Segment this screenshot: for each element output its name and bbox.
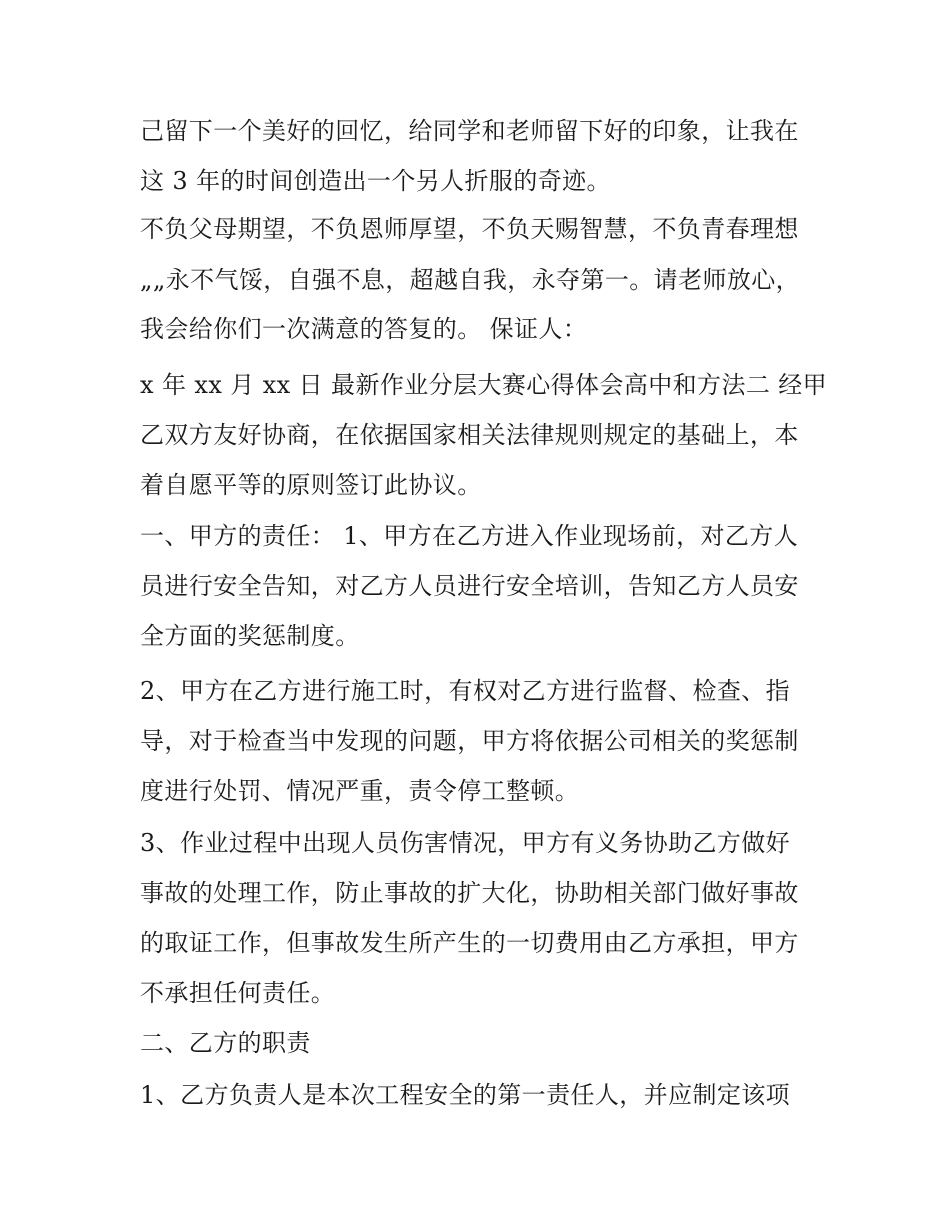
- text-line: 度进行处罚、情况严重，责令停工整顿。: [140, 777, 580, 805]
- text-line: x 年 xx 月 xx 日 最新作业分层大赛心得体会高中和方法二 经甲: [140, 371, 828, 399]
- text-line: 1、乙方负责人是本次工程安全的第一责任人，并应制定该项: [140, 1081, 791, 1109]
- text-line: 乙双方友好协商，在依据国家相关法律规则规定的基础上，本: [140, 421, 799, 449]
- text-line: „„永不气馁，自强不息，超越自我，永夺第一。请老师放心，: [140, 266, 801, 294]
- text-line: 3、作业过程中出现人员伤害情况，甲方有义务协助乙方做好: [140, 829, 791, 857]
- text-line: 着自愿平等的原则签订此协议。: [140, 471, 482, 499]
- text-line: 不负父母期望，不负恩师厚望，不负天赐智慧，不负青春理想: [140, 215, 799, 243]
- text-line: 一、甲方的责任： 1、甲方在乙方进入作业现场前，对乙方人: [140, 522, 799, 550]
- text-line: 这 3 年的时间创造出一个另人折服的奇迹。: [140, 167, 611, 195]
- text-line: 员进行安全告知，对乙方人员进行安全培训，告知乙方人员安: [140, 572, 799, 600]
- text-line: 2、甲方在乙方进行施工时，有权对乙方进行监督、检查、指: [140, 677, 791, 705]
- text-line: 事故的处理工作，防止事故的扩大化，协助相关部门做好事故: [140, 879, 799, 907]
- text-line: 己留下一个美好的回忆，给同学和老师留下好的印象，让我在: [140, 117, 799, 145]
- text-line: 不承担任何责任。: [140, 979, 336, 1007]
- text-line: 二、乙方的职责: [140, 1029, 311, 1057]
- text-line: 的取证工作，但事故发生所产生的一切费用由乙方承担，甲方: [140, 929, 799, 957]
- text-line: 我会给你们一次满意的答复的。 保证人：: [140, 315, 588, 343]
- text-line: 全方面的奖惩制度。: [140, 622, 360, 650]
- text-line: 导，对于检查当中发现的问题，甲方将依据公司相关的奖惩制: [140, 727, 799, 755]
